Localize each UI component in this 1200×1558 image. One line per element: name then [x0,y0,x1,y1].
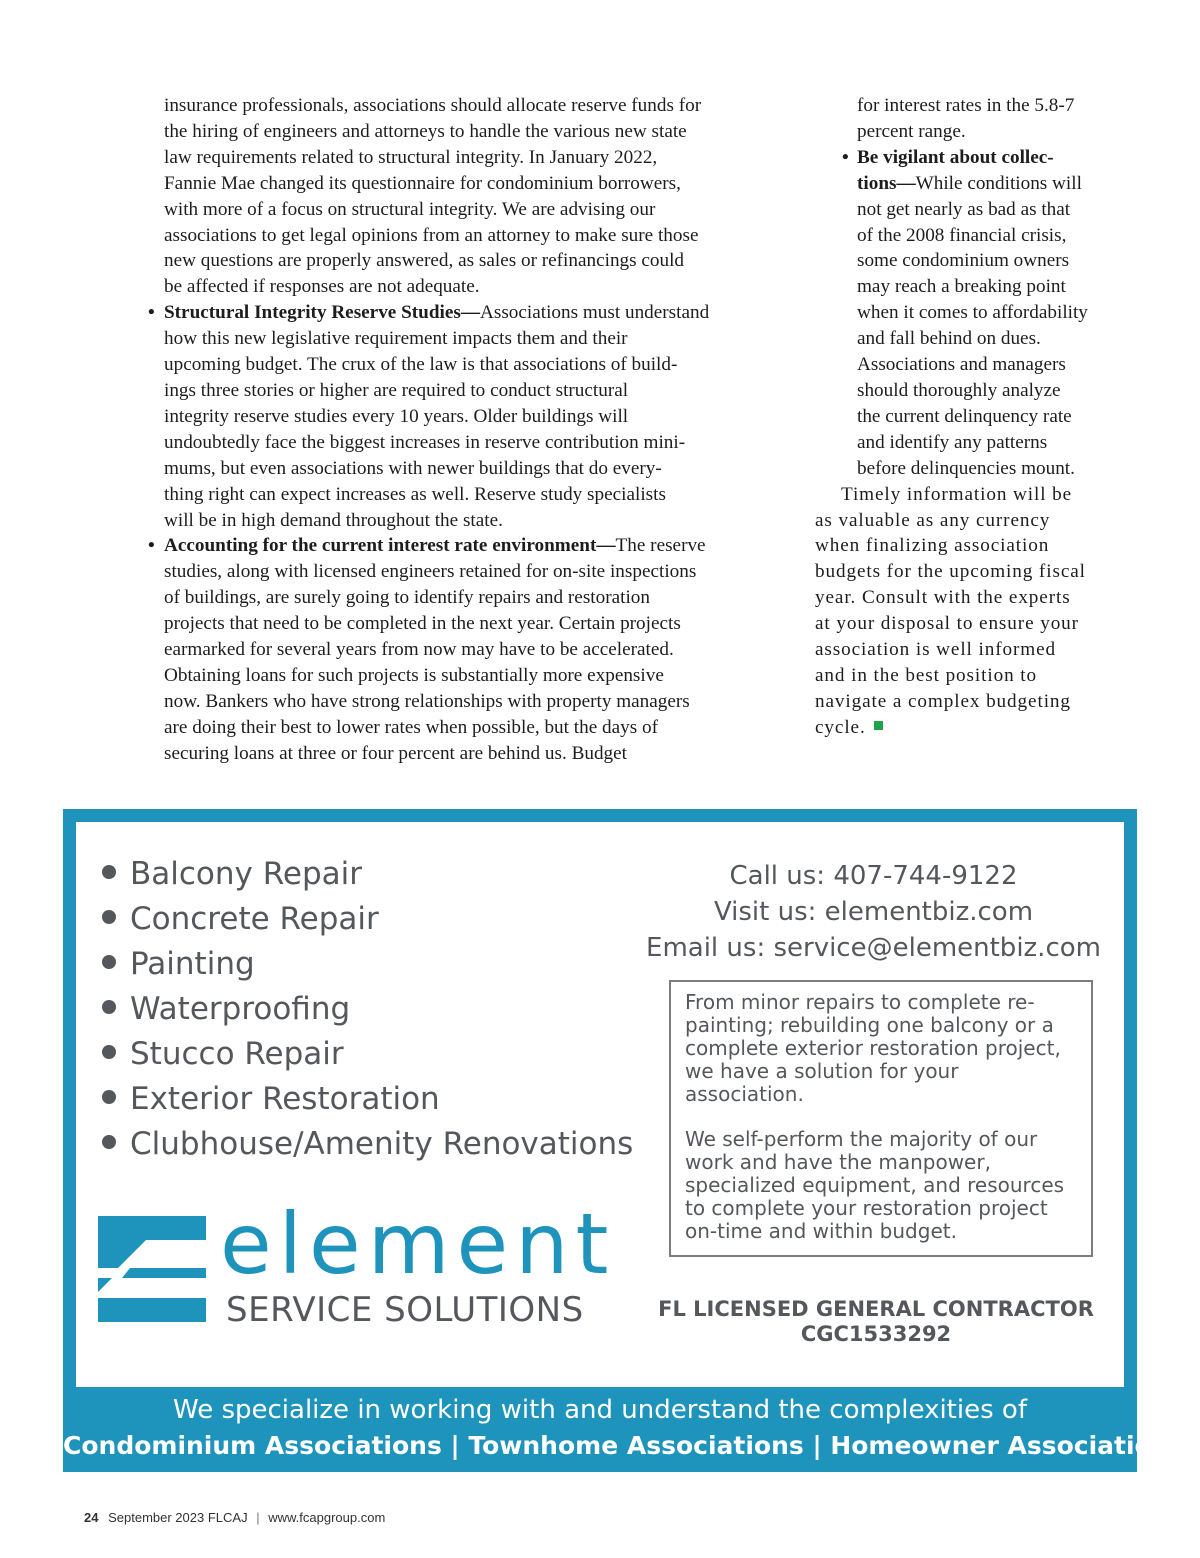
email-link[interactable]: Email us: service@elementbiz.com [646,933,1101,963]
article-left-column [148,93,758,767]
ad-content-panel [76,822,1124,1387]
text-line: Associations and managers [857,354,1066,376]
text-line: thing right can expect increases as well. Reserve study specialists [164,483,666,505]
bullet-heading-cont: tions— [857,172,916,194]
text-line: the current delinquency rate [857,405,1072,427]
text-line: securing loans at three or four percent are behind us. Budget [164,742,628,764]
text-line: integrity reserve studies every 10 years. Older buildings will [164,405,629,427]
bullet-dot-icon [102,955,116,969]
text-line: of buildings, are surely going to identify repairs and restoration [164,587,650,609]
intro-paragraph [148,93,758,300]
logo-wordmark: element [220,1195,616,1293]
license-number: CGC1533292 [800,1322,952,1346]
publication-name: FLCAJ [207,1510,248,1525]
bullet-second-line [815,171,1120,197]
text-line: and identify any patterns [857,431,1048,453]
bullet-heading: Accounting for the current interest rate environment— [164,535,616,557]
bullet-collections [815,145,1120,482]
bullet-text: While conditions will [915,172,1082,194]
service-item [102,852,633,897]
text-line: with more of a focus on structural integrity. We are advising our [164,198,656,220]
footer-separator: | [256,1510,260,1525]
bullet-interest-rate [148,533,758,766]
text-line: insurance professionals, associations should allocate reserve funds for [164,95,702,116]
text-line: association is well informed [815,639,1057,661]
bullet-first-line [815,145,1120,171]
service-label: Waterproofing [130,991,351,1027]
text-line: ings three stories or higher are required to conduct structural [164,379,629,401]
service-item [102,1077,633,1122]
service-item [102,1032,633,1077]
issue-date: September 2023 [108,1510,205,1525]
contact-block [636,858,1111,966]
bullet-dot-icon [102,1090,116,1104]
text-line: budgets for the upcoming fiscal [815,561,1086,583]
service-item [102,897,633,942]
text-line: Obtaining loans for such projects is substantially more expensive [164,664,664,686]
closing-paragraph [815,482,1120,741]
bullet-first-line [148,533,758,559]
text-line: and in the best position to [815,664,1038,686]
article-right-column [815,93,1120,741]
services-list [102,852,633,1167]
element-logo-icon [98,1216,206,1322]
info-paragraph: From minor repairs to complete re-painting; rebuilding one balcony or a complete exterior restoration project, we have a solution for your association. [685,990,1061,1106]
banner-line-1: We specialize in working with and understand the complexities of [173,1395,1027,1425]
text-line: be affected if responses are not adequate. [164,276,480,298]
text-line: navigate a complex budgeting [815,690,1071,712]
service-label: Concrete Repair [130,901,379,937]
service-label: Balcony Repair [130,856,362,892]
text-line: as valuable as any currency [815,509,1051,531]
license-block [636,1297,1116,1347]
bullet-dot-icon [102,1000,116,1014]
text-line: law requirements related to structural integrity. In January 2022, [164,146,658,168]
service-item [102,987,633,1032]
page-footer [84,1510,385,1525]
element-service-solutions-ad[interactable] [63,809,1185,1472]
text-line: Fannie Mae changed its questionnaire for condominium borrowers, [164,172,681,194]
service-label: Stucco Repair [130,1036,344,1072]
bullet-heading: Structural Integrity Reserve Studies— [164,302,481,324]
text-line: percent range. [857,120,966,142]
text-line: new questions are properly answered, as sales or refinancings could [164,250,685,272]
bullet-heading: Be vigilant about collec- [857,146,1054,168]
bullet-dot-icon [102,910,116,924]
text-line: year. Consult with the experts [815,587,1071,609]
text-line: for interest rates in the 5.8-7 [857,95,1075,116]
end-of-article-square-icon [874,721,883,730]
text-line: mums, but even associations with newer buildings that do every- [164,457,662,479]
text-line: associations to get legal opinions from an attorney to make sure those [164,224,699,246]
text-line: of the 2008 financial crisis, [857,224,1067,246]
license-title: FL LICENSED GENERAL CONTRACTOR [658,1297,1094,1321]
info-paragraph: We self-perform the majority of our work and have the manpower, specialized equipment, and resources to complete your restoration project on-time and within budget. [685,1127,1065,1243]
text-line: before delinquencies mount. [857,457,1075,479]
text-line: and fall behind on dues. [857,328,1041,350]
text-line: are doing their best to lower rates when possible, but the days of [164,716,658,738]
bullet-dot-icon [102,1135,116,1149]
logo-tagline: SERVICE SOLUTIONS [226,1290,584,1330]
text-line: studies, along with licensed engineers retained for on-site inspections [164,561,697,583]
bullet-first-line [148,300,758,326]
text-line: how this new legislative requirement impacts them and their [164,328,628,350]
text-line: Timely information will be [841,483,1073,505]
info-box [669,980,1093,1257]
ad-banner [63,1392,1185,1464]
text-line: undoubtedly face the biggest increases in reserve contribution mini- [164,431,686,453]
page-number: 24 [84,1510,99,1525]
text-line: earmarked for several years from now may have to be accelerated. [164,639,674,661]
text-line: may reach a breaking point [857,276,1066,298]
website-link[interactable]: www.fcapgroup.com [268,1510,386,1525]
text-line: the hiring of engineers and attorneys to handle the various new state [164,120,687,142]
last-line [815,715,1120,741]
text-line: should thoroughly analyze [857,379,1061,401]
text-line: now. Bankers who have strong relationships with property managers [164,690,690,712]
service-item [102,1122,633,1167]
text-line: when it comes to affordability [857,302,1088,324]
service-item [102,942,633,987]
text-line: when finalizing association [815,535,1050,557]
service-label: Painting [130,946,255,982]
text-line: some condominium owners [857,250,1070,272]
bullet-text: The reserve [615,535,706,557]
text-line: upcoming budget. The crux of the law is that associations of build- [164,354,678,376]
text-line: will be in high demand throughout the state. [164,509,503,531]
service-label: Clubhouse/Amenity Renovations [130,1126,634,1162]
bullet-text: Associations must understand [480,302,710,324]
bullet-dot-icon [102,865,116,879]
phone-link[interactable]: Call us: 407-744-9122 [729,861,1018,891]
bullet-structural-integrity [148,300,758,533]
text-line: at your disposal to ensure your [815,613,1079,635]
text-line: projects that need to be completed in the next year. Certain projects [164,613,681,635]
banner-line-2: Condominium Associations | Townhome Associations | Homeowner Associations [63,1431,1185,1460]
service-label: Exterior Restoration [130,1081,440,1117]
website-link[interactable]: Visit us: elementbiz.com [713,897,1034,927]
bullet-dot-icon [102,1045,116,1059]
text-line: not get nearly as bad as that [857,198,1071,220]
text-line: cycle. [815,716,866,738]
